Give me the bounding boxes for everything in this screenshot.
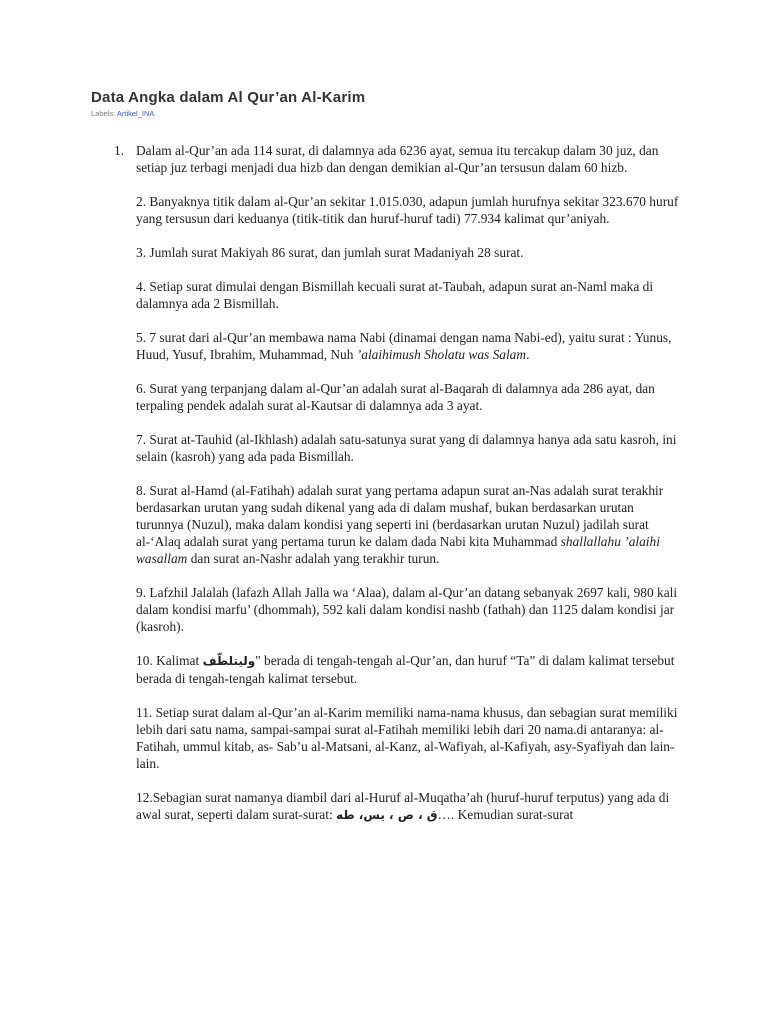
paragraph-5-italic: ’alaihimush Sholatu was Salam — [356, 347, 527, 362]
paragraph-10-end: " berada di tengah-tengah al-Qur’an, dan huruf “Ta” di dalam kalimat tersebut berada di tengah-tengah kalimat tersebut. — [136, 653, 675, 686]
paragraph-1: Dalam al-Qur’an ada 114 surat, di dalamnya ada 6236 ayat, semua itu tercakup dalam 30 juz, dan setiap juz terbagi menjadi dua hizb dan dengan demikian al-Qur’an tersusun dalam 60 hizb. — [136, 143, 659, 175]
paragraph-5 — [136, 329, 681, 363]
paragraph-12-arabic: ق ، ص ، يس، طه — [336, 808, 438, 822]
paragraph-7: 7. Surat at-Tauhid (al-Ikhlash) adalah satu-satunya surat yang di dalamnya hanya ada satu kasroh, ini selain (kasroh) yang ada pada Bismillah. — [136, 432, 677, 464]
paragraph-5-end: . — [526, 347, 530, 362]
labels-prefix: Labels: — [91, 109, 116, 118]
paragraph-4: 4. Setiap surat dimulai dengan Bismillah kecuali surat at-Taubah, adapun surat an-Naml maka di dalamnya ada 2 Bismillah. — [136, 279, 654, 311]
paragraph-6: 6. Surat yang terpanjang dalam al-Qur’an adalah surat al-Baqarah di dalamnya ada 286 ayat, dan terpaling pendek adalah surat al-Kautsar di dalamnya ada 3 ayat. — [136, 381, 655, 413]
paragraph-8-italic: shallallahu ’alaihi wasallam — [136, 534, 660, 566]
paragraph-8 — [136, 482, 681, 567]
paragraph-11: 11. Setiap surat dalam al-Qur’an al-Karim memiliki nama-nama khusus, dan sebagian surat memiliki lebih dari satu nama, sampai-sampai surat al-Fatihah memiliki lebih dari 20 nama.di antaranya: al-Fatihah, ummul kitab, as- Sab’u al-Matsani, al-Kanz, al-Wafiyah, al-Kafiyah, asy-Syafiyah dan lain-lain. — [136, 705, 678, 771]
paragraph-10-text: 10. Kalimat — [136, 653, 203, 668]
post-labels — [91, 109, 154, 118]
paragraph-9: 9. Lafzhil Jalalah (lafazh Allah Jalla wa ‘Alaa), dalam al-Qur’an datang sebanyak 2697 kali, 980 kali dalam kondisi marfu’ (dhommah), 592 kali dalam kondisi nashb (fathah) dan 1125 dalam kondisi jar (kasroh). — [136, 585, 678, 634]
label-link-artikel-ina[interactable]: Artikel_INA — [116, 109, 155, 118]
paragraph-10-arabic: وليتلطّف — [202, 654, 256, 668]
post-title[interactable]: Data Angka dalam Al Qur’an Al-Karim — [91, 89, 366, 106]
paragraph-3: 3. Jumlah surat Makiyah 86 surat, dan jumlah surat Madaniyah 28 surat. — [136, 245, 524, 260]
paragraph-12-end: …. Kemudian surat-surat — [437, 807, 574, 822]
article-body — [0, 142, 768, 841]
paragraph-8-end: dan surat an-Nashr adalah yang terakhir turun. — [187, 551, 440, 566]
paragraph-12 — [136, 789, 681, 824]
paragraph-8-text: 8. Surat al-Hamd (al-Fatihah) adalah surat yang pertama adapun surat an-Nas adalah surat terakhir berdasarkan urutan yang sudah dikenal yang ada di dalam mushaf, bukan berdasarkan urutan turunnya (Nuzul), maka dalam kondisi yang seperti ini (berdasarkan urutan Nuzul) jadilah surat al-‘Alaq adalah surat yang pertama turun ke dalam dada Nabi kita Muhammad — [136, 483, 664, 549]
paragraph-5-text: 5. 7 surat dari al-Qur’an membawa nama Nabi (dinamai dengan nama Nabi-ed), yaitu surat : Yunus, Huud, Yusuf, Ibrahim, Muhammad, Nuh — [136, 330, 672, 362]
paragraph-2: 2. Banyaknya titik dalam al-Qur’an sekitar 1.015.030, adapun jumlah hurufnya sekitar 323.670 huruf yang tersusun dari keduanya (titik-titik dan huruf-huruf tadi) 77.934 kalimat qur’aniyah. — [136, 194, 679, 226]
paragraph-12-text: 12.Sebagian surat namanya diambil dari al-Huruf al-Muqatha’ah (huruf-huruf terputus) yang ada di awal surat, seperti dalam surat-surat: — [136, 790, 670, 822]
paragraph-10 — [136, 652, 681, 687]
list-number: 1. — [114, 143, 125, 158]
